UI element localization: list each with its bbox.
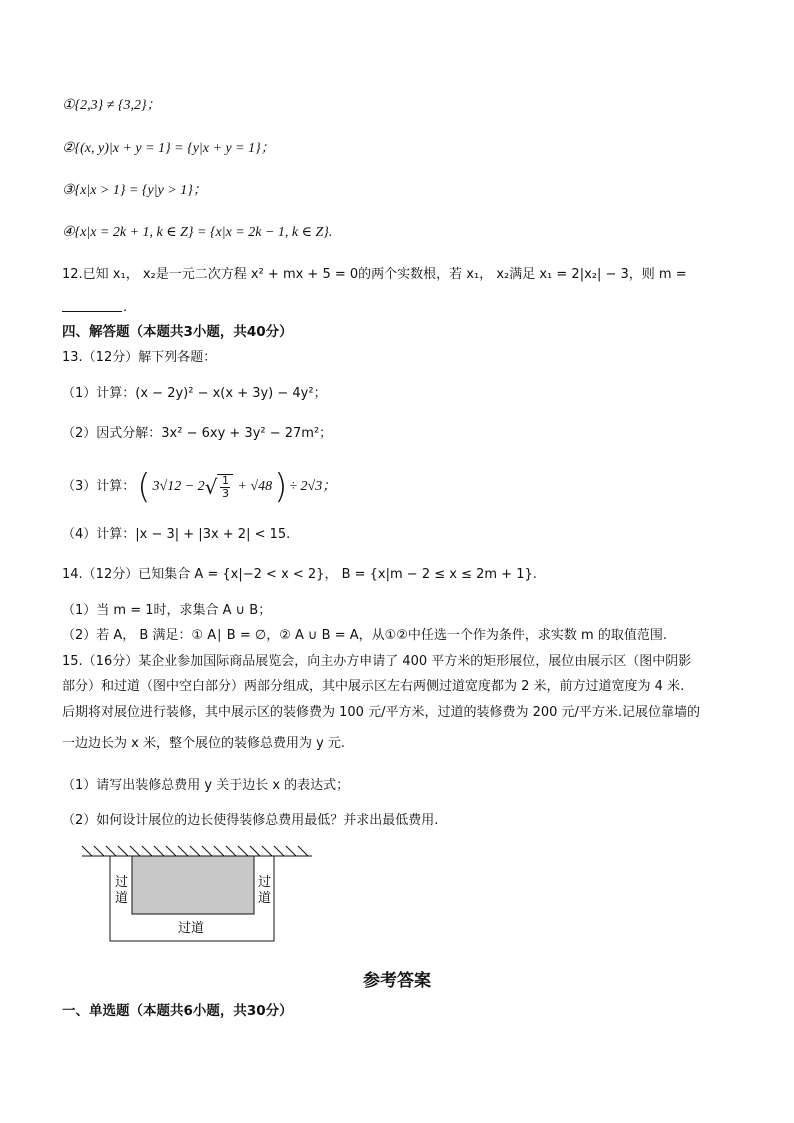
question-12-end: . (123, 300, 128, 315)
statement-3: ③{x|x > 1} = {y|y > 1}； (62, 183, 207, 198)
question-13-part-1: （1）计算：(x − 2y)² − x(x + 3y) − 4y²； (62, 386, 327, 401)
question-13-part-3 (62, 467, 337, 507)
booth-figure (78, 842, 318, 946)
answers-section-1-heading: 一、单选题（本题共6小题，共30分） (62, 1003, 293, 1019)
answer-blank (62, 311, 122, 312)
wall-hatching (82, 846, 312, 856)
question-15-line-4: 一边边长为 x 米，整个展位的装修总费用为 y 元. (62, 736, 346, 751)
statement-2: ②{(x, y)|x + y = 1} = {y|x + y = 1}； (62, 141, 275, 156)
question-15-line-3: 后期将对展位进行装修，其中展示区的装修费为 100 元/平方米，过道的装修费为 200 元/平方米.记展位靠墙的 (62, 705, 701, 720)
right-aisle-label-2: 道 (258, 891, 272, 906)
question-14-part-2: （2）若 A， B 满足：① A∣ B = ∅，② A ∪ B = A，从①②中任选一个作为条件，求实数 m 的取值范围. (62, 628, 667, 643)
question-14-part-1: （1）当 m = 1时，求集合 A ∪ B； (62, 603, 272, 618)
question-15-line-2: 部分）和过道（图中空白部分）两部分组成，其中展示区左右两侧过道宽度都为 2 米，前方过道宽度为 4 米. (62, 679, 685, 694)
question-12-text: 12.已知 x₁， x₂是一元二次方程 x² + mx + 5 = 0的两个实数根，若 x₁， x₂满足 x₁ = 2|x₂| − 3，则 m = (62, 267, 687, 282)
right-paren: ) (274, 467, 288, 507)
question-13-part-2: （2）因式分解：3x² − 6xy + 3y² − 27m²； (62, 426, 333, 441)
expr-part-a: 3√12 − 2 (152, 479, 205, 494)
fraction (217, 474, 233, 500)
answers-title: 参考答案 (363, 971, 431, 991)
fraction-numerator: 1 (221, 474, 229, 487)
expr-part-c: ÷ 2√3； (289, 479, 337, 494)
statement-4: ④{x|x = 2k + 1, k ∈ Z} = {x|x = 2k − 1, k ∈ Z}. (62, 225, 333, 240)
display-area (132, 856, 254, 914)
question-13-stem: 13.（12分）解下列各题： (62, 350, 217, 365)
question-15-part-2: （2）如何设计展位的边长使得装修总费用最低？并求出最低费用. (62, 813, 439, 828)
front-aisle-label: 过道 (178, 921, 205, 936)
left-aisle-label-2: 道 (115, 891, 129, 906)
question-15-part-1: （1）请写出装修总费用 y 关于边长 x 的表达式； (62, 778, 350, 793)
fraction-denominator: 3 (221, 487, 229, 500)
sqrt-sign: √ (204, 475, 218, 499)
statement-1: ①{2,3} ≠ {3,2}； (62, 98, 161, 113)
question-15-line-1: 15.（16分）某企业参加国际商品展览会，向主办方申请了 400 平方米的矩形展位，展位由展示区（图中阴影 (62, 654, 692, 669)
question-13-part-4: （4）计算：|x − 3| + |3x + 2| < 15. (62, 527, 291, 542)
sqrt-fraction (205, 474, 234, 500)
question-13-part-3-label: （3）计算： (62, 479, 136, 494)
left-paren: ( (137, 467, 151, 507)
section-4-heading: 四、解答题（本题共3小题，共40分） (62, 324, 293, 340)
expr-part-b: + √48 (237, 479, 273, 494)
question-14-stem: 14.（12分）已知集合 A = {x|−2 < x < 2}， B = {x|m − 2 ≤ x ≤ 2m + 1}. (62, 567, 537, 582)
left-aisle-label-1: 过 (115, 875, 129, 890)
right-aisle-label-1: 过 (258, 875, 272, 890)
